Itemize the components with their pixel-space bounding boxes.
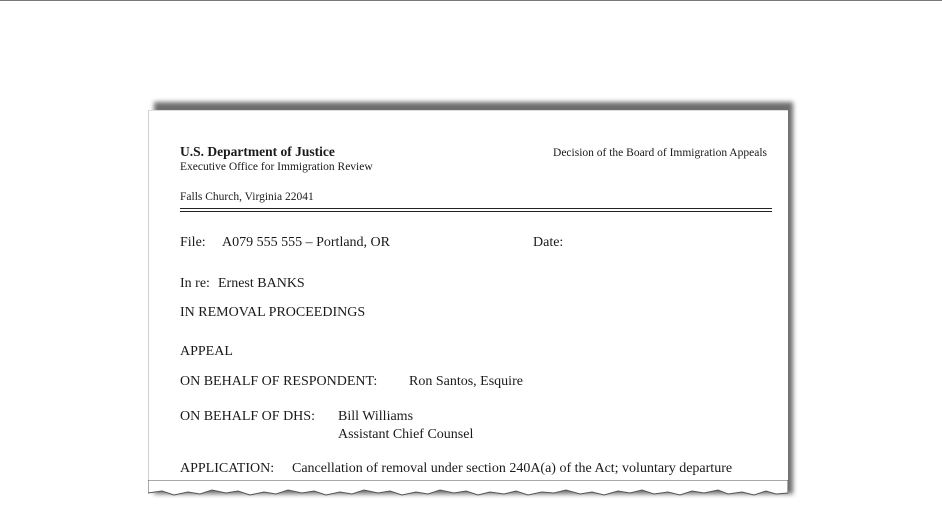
respondent-counsel-name: Ron Santos, Esquire [409,374,523,389]
office-name: Executive Office for Immigration Review [180,161,373,173]
date-label: Date: [533,235,564,250]
respondent-name: Ernest BANKS [218,276,305,291]
letterhead-rule [180,211,772,212]
application-label: APPLICATION: [180,461,275,476]
file-label: File: [180,235,206,250]
decision-title: Decision of the Board of Immigration Appeals [553,147,767,159]
dhs-counsel-label: ON BEHALF OF DHS: [180,409,315,424]
torn-edge [148,480,788,507]
dhs-counsel-name: Bill Williams [338,409,414,424]
letterhead-rule [180,208,772,209]
proceedings-heading: IN REMOVAL PROCEEDINGS [180,305,366,320]
dhs-counsel-title: Assistant Chief Counsel [338,427,474,442]
office-address: Falls Church, Virginia 22041 [180,191,314,203]
respondent-counsel-label: ON BEHALF OF RESPONDENT: [180,374,378,389]
appeal-heading: APPEAL [180,344,233,359]
file-number: A079 555 555 – Portland, OR [222,235,390,250]
agency-name: U.S. Department of Justice [180,144,335,159]
top-divider [0,0,942,1]
document-page [148,110,788,490]
inre-label: In re: [180,276,210,291]
application-text: Cancellation of removal under section 240A(a) of the Act; voluntary departure [292,461,733,476]
